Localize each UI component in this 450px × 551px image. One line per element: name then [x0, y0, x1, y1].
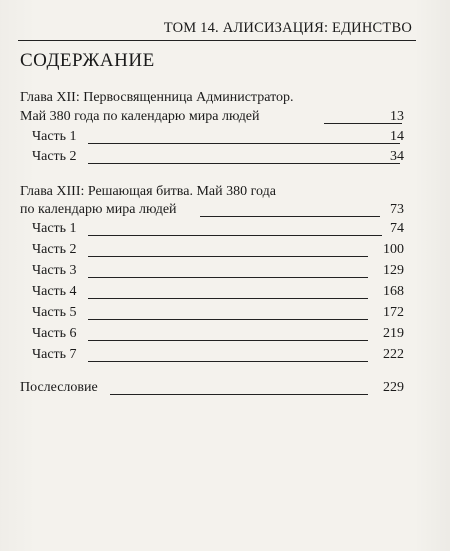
leader-line: [88, 298, 368, 299]
part-label: Часть 5: [32, 305, 77, 320]
toc-entry-chapter-13-part-1[interactable]: [20, 220, 404, 238]
page-number: 100: [383, 242, 404, 257]
chapter-13-title-line2: по календарю мира людей: [20, 202, 177, 217]
part-label: Часть 6: [32, 326, 77, 341]
toc-entry-chapter-12-part-2[interactable]: [20, 148, 404, 166]
leader-line: [88, 163, 400, 164]
leader-line: [110, 394, 368, 395]
part-label: Часть 2: [32, 242, 77, 257]
toc-entry-chapter-13-part-5[interactable]: [20, 304, 404, 322]
chapter-12-title-line2: Май 380 года по календарю мира людей: [20, 109, 260, 124]
toc-entry-chapter-12[interactable]: [20, 108, 404, 126]
part-label: Часть 2: [32, 149, 77, 164]
leader-line: [88, 143, 400, 144]
page-number: 74: [390, 221, 404, 236]
toc-entry-chapter-13[interactable]: [20, 201, 404, 219]
page-number: 168: [383, 284, 404, 299]
part-label: Часть 1: [32, 221, 77, 236]
leader-line: [88, 319, 368, 320]
part-label: Часть 4: [32, 284, 77, 299]
chapter-12-title-line1: Глава XII: Первосвященница Администратор.: [20, 90, 294, 105]
page-number: 172: [383, 305, 404, 320]
part-label: Часть 7: [32, 347, 77, 362]
running-header-title: ТОМ 14. АЛИСИЗАЦИЯ: ЕДИНСТВО: [163, 20, 412, 36]
leader-line: [88, 256, 368, 257]
part-label: Часть 1: [32, 129, 77, 144]
page-number: 13: [390, 109, 404, 124]
header-rule: [18, 40, 416, 41]
toc-entry-afterword[interactable]: [20, 379, 404, 397]
leader-line: [88, 277, 368, 278]
page-number: 34: [390, 149, 404, 164]
toc-entry-chapter-13-part-2[interactable]: [20, 241, 404, 259]
toc-entry-chapter-13-part-7[interactable]: [20, 346, 404, 364]
part-label: Часть 3: [32, 263, 77, 278]
page-number: 222: [383, 347, 404, 362]
running-header: [0, 0, 418, 40]
afterword-label: Послесловие: [20, 380, 98, 395]
page-number: 219: [383, 326, 404, 341]
page-number: 129: [383, 263, 404, 278]
toc-entry-chapter-13-part-4[interactable]: [20, 283, 404, 301]
leader-line: [88, 340, 368, 341]
page-number: 229: [383, 380, 404, 395]
page-number: 14: [390, 129, 404, 144]
leader-line: [88, 235, 382, 236]
page-number: 73: [390, 202, 404, 217]
toc-title: СОДЕРЖАНИЕ: [20, 50, 155, 71]
toc-entry-chapter-13-part-3[interactable]: [20, 262, 404, 280]
toc-entry-chapter-13-part-6[interactable]: [20, 325, 404, 343]
leader-line: [200, 216, 380, 217]
leader-line: [88, 361, 368, 362]
toc-entry-chapter-12-part-1[interactable]: [20, 128, 404, 146]
chapter-13-title-line1: Глава XIII: Решающая битва. Май 380 года: [20, 184, 276, 199]
